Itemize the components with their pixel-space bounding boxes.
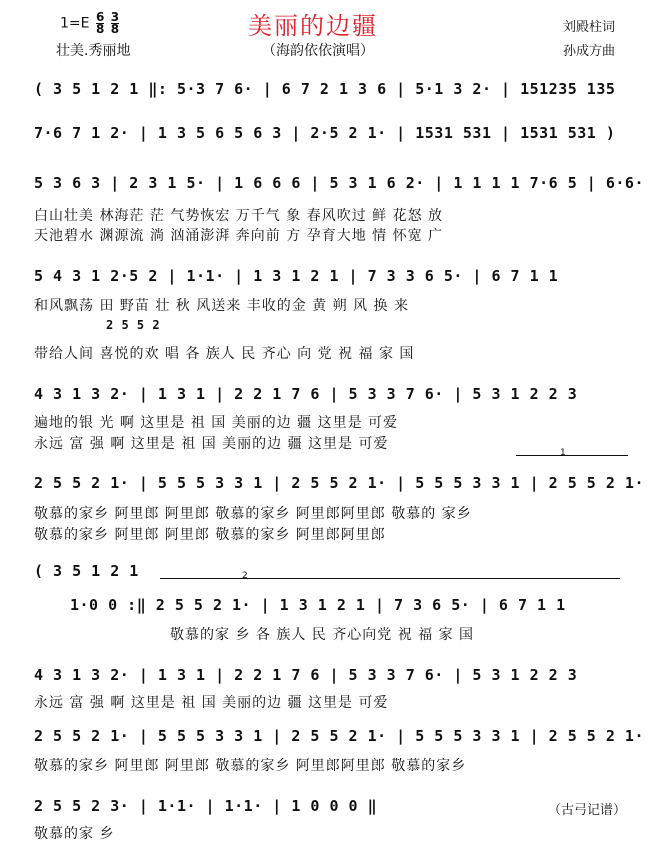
notation-row-7: ( 3 5 1 2 1 [34,562,139,580]
lyric-row-5-verse-2: 永远 富 强 啊 这里是 祖 国 美丽的边 疆 这里是 可爱 [34,436,389,452]
lyric-row-9: 永远 富 强 啊 这里是 祖 国 美丽的边 疆 这里是 可爱 [34,695,389,711]
notation-row-5: 4 3 1 3 2· | 1 3 1 | 2 2 1 7 6 | 5 3 3 7 6· | 5 3 1 2 2 3 [34,385,578,403]
volta-2-number: 2 [242,571,248,581]
small-notation-variant: 2 5 5 2 [106,318,161,332]
notation-row-4: 5 4 3 1 2·5 2 | 1·1· | 1 3 1 2 1 | 7 3 3 6 5· | 6 7 1 1 [34,267,559,285]
notation-row-11: 2 5 5 2 3· | 1·1· | 1·1· | 1 0 0 0 ‖ [34,797,378,815]
time-signature-6-8: $\frac{6}{8}$ [95,10,105,36]
volta-1-bracket [516,455,628,456]
song-title: 美丽的边疆 [248,12,378,40]
lyric-row-5-verse-1: 遍地的银 光 啊 这里是 祖 国 美丽的边 疆 这里是 可爱 [34,415,399,431]
transcriber-credit: （古弓记谱） [548,803,627,818]
lyric-row-6-verse-2: 敬慕的家乡 阿里郎 阿里郎 敬慕的家乡 阿里郎阿里郎 [34,527,386,543]
key-signature [60,12,119,35]
notation-row-2: 7·6 7 1 2· | 1 3 5 6 5 6 3 | 2·5 2 1· | 1531 531 | 1531 531 ) [34,124,616,142]
notation-row-9: 4 3 1 3 2· | 1 3 1 | 2 2 1 7 6 | 5 3 3 7 6· | 5 3 1 2 2 3 [34,666,578,684]
lyricist-credit: 刘殿柱词 [563,20,616,35]
notation-row-8: 1·0 0 :‖ 2 5 5 2 1· | 1 3 1 2 1 | 7 3 6 5· | 6 7 1 1 [70,596,566,614]
lyric-row-8: 敬慕的家 乡 各 族人 民 齐心向党 祝 福 家 国 [170,627,475,643]
notation-row-1: ( 3 5 1 2 1 ‖: 5·3 7 6· | 6 7 2 1 3 6 | 5·1 3 2· | 151235 135 [34,80,616,98]
performance-style: 壮美.秀丽地 [56,43,131,59]
volta-2-bracket [160,578,620,579]
lyric-row-11: 敬慕的家 乡 [34,826,115,842]
singer-credit: （海韵依依演唱） [262,43,374,59]
key-label: 1=E [60,15,90,32]
time-signature-3-8: $\frac{3}{8}$ [110,10,120,36]
notation-row-6: 2 5 5 2 1· | 5 5 5 3 3 1 | 2 5 5 2 1· | 5 5 5 3 3 1 | 2 5 5 2 1· [34,474,644,492]
notation-row-3: 5 3 6 3 | 2 3 1 5· | 1 6 6 6 | 5 3 1 6 2· | 1 1 1 1 7·6 5 | 6·6· [34,174,644,192]
composer-credit: 孙成方曲 [563,44,616,59]
lyric-row-4-verse-1: 和风飘荡 田 野苗 壮 秋 风送来 丰收的金 黄 朔 风 换 来 [34,298,409,314]
notation-row-10: 2 5 5 2 1· | 5 5 5 3 3 1 | 2 5 5 2 1· | 5 5 5 3 3 1 | 2 5 5 2 1· [34,727,644,745]
lyric-row-4-verse-2: 带给人间 喜悦的欢 唱 各 族人 民 齐心 向 党 祝 福 家 国 [34,346,415,362]
lyric-row-3-verse-2: 天池碧水 渊源流 淌 汹涌澎湃 奔向前 方 孕育大地 情 怀宽 广 [34,228,444,244]
volta-1-number: 1 [560,448,566,458]
lyric-row-10: 敬慕的家乡 阿里郎 阿里郎 敬慕的家乡 阿里郎阿里郎 敬慕的家乡 [34,758,467,774]
lyric-row-3-verse-1: 白山壮美 林海茫 茫 气势恢宏 万千气 象 春风吹过 鲜 花怒 放 [34,208,444,224]
lyric-row-6-verse-1: 敬慕的家乡 阿里郎 阿里郎 敬慕的家乡 阿里郎阿里郎 敬慕的 家乡 [34,506,472,522]
